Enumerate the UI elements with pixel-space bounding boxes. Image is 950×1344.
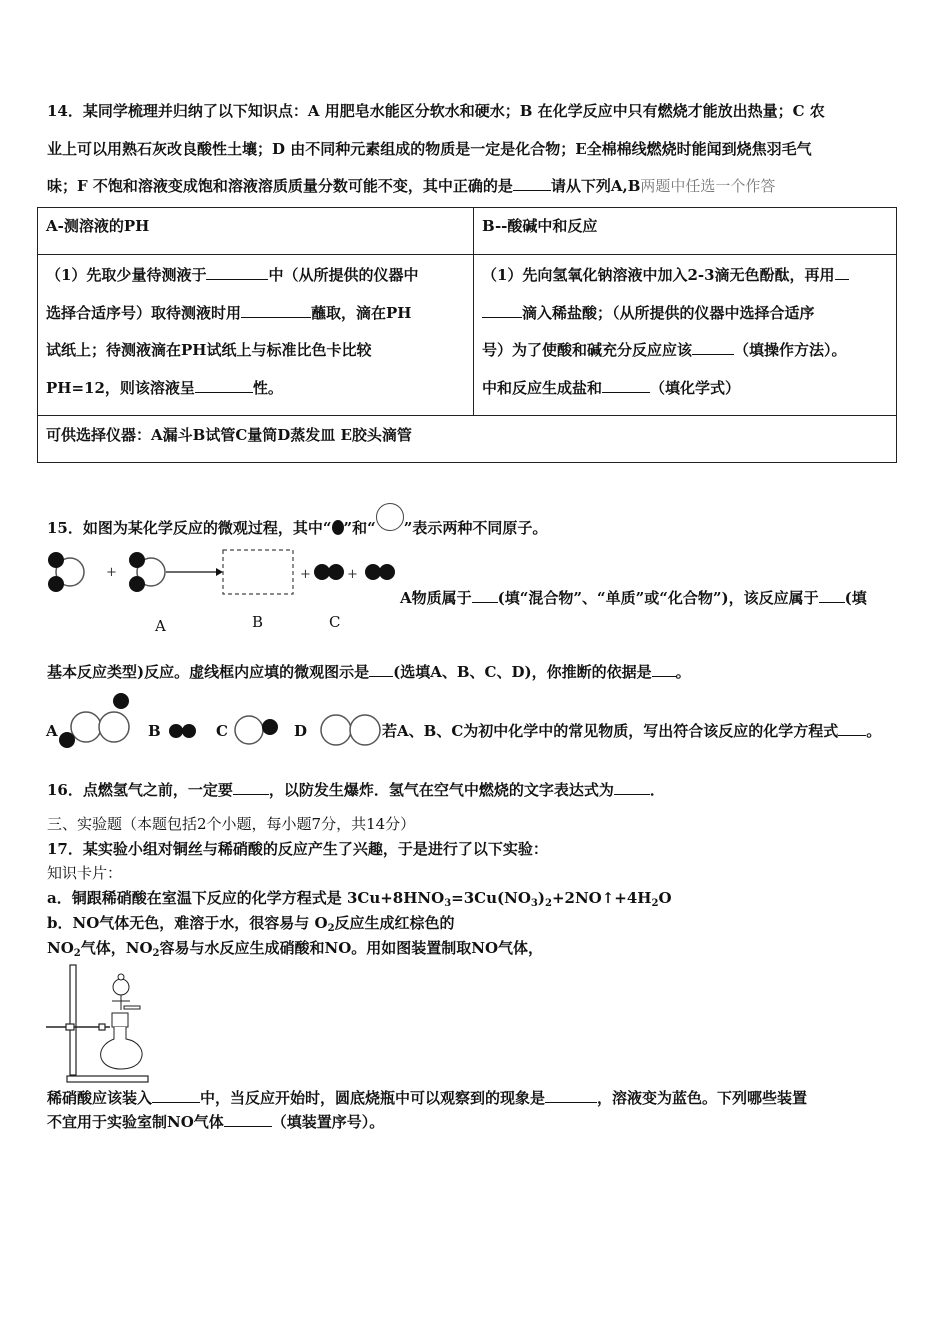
q14-choose-text-gray: 两题中任选一个作答 (640, 177, 776, 195)
answer-blank[interactable] (819, 588, 845, 603)
svg-text:+: + (300, 567, 311, 582)
reaction-diagram (40, 540, 460, 640)
q14-line-3 (47, 176, 775, 196)
q17-fill-1: 稀硝酸应该装入 中，当反应开始时，圆底烧瓶中可以观察到的现象是 ，溶液变为蓝色。下列哪些装置 (47, 1089, 808, 1107)
option-a-label: A (46, 722, 58, 740)
answer-blank[interactable] (472, 588, 498, 603)
answer-blank[interactable] (224, 1112, 272, 1127)
answer-blank[interactable] (835, 265, 849, 280)
q17-fill-2: 不宜用于实验室制NO气体 （填装置序号）。 (47, 1113, 385, 1131)
answer-blank[interactable] (369, 662, 393, 677)
molecule-a1-icon (48, 552, 84, 592)
section-3-title: 三、实验题（本题包括2个小题，每小题7分，共14分） (47, 815, 416, 833)
answer-blank[interactable] (513, 176, 551, 191)
answer-blank[interactable] (545, 1088, 597, 1103)
knowledge-a: a．铜跟稀硝酸在室温下反应的化学方程式是 $3Cu+8HNO_3=3Cu(NO_3)_2+2NO↑+4H_2O$ (47, 889, 672, 909)
q15-text-2: 基本反应类型)反应。虚线框内应填的微观图示是 (选填A、B、C、D)，你推断的依据是 。 (47, 663, 691, 681)
svg-text:B: B (148, 722, 161, 740)
black-atom-icon (332, 520, 344, 535)
dashed-box (223, 550, 293, 594)
col-a-body: （1）先取少量待测液于 中（从所提供的仪器中 选择合适序号）取待测液时用 蘸取，滴在PH 试纸上；待测液滴在PH试纸上与标准比色卡比较 PH=12，则该溶液呈 性。 (38, 255, 474, 416)
molecule-c1-icon (314, 564, 344, 580)
col-b-body: （1）先向氢氧化钠溶液中加入2-3滴无色酚酞，再用 滴入稀盐酸；（从所提供的仪器中选择合适序 号）为了使酸和碱充分反应应该 （填操作方法）。 中和反应生成盐和 （填化学式） (474, 255, 897, 416)
col-b-header: B--酸碱中和反应 (474, 208, 897, 255)
q14-line-3-text: 味；F 不饱和溶液变成饱和溶液溶质质量分数可能不变，其中正确的是 (47, 177, 513, 195)
molecule-c2-icon (365, 564, 395, 580)
answer-blank[interactable] (233, 780, 269, 795)
label-b: B (252, 613, 264, 631)
answer-blank[interactable] (195, 378, 253, 393)
answer-blank[interactable] (602, 378, 650, 393)
col-a-header: A-测溶液的PH (38, 208, 474, 255)
white-atom-icon (376, 503, 404, 531)
svg-text:+: + (347, 567, 358, 582)
label-a: A (155, 617, 166, 635)
q14-line-1: 14．某同学梳理并归纳了以下知识点：A 用肥皂水能区分软水和硬水；B 在化学反应中只有燃烧才能放出热量；C 农 (47, 102, 825, 120)
option-d-molecule-icon (321, 715, 380, 745)
svg-text:D: D (294, 722, 308, 740)
flask-icon (101, 974, 142, 1069)
svg-text:+: + (106, 565, 117, 580)
q14-line-2: 业上可以用熟石灰改良酸性土壤；D 由不同种元素组成的物质是一定是化合物；E全棉棉线燃烧时能闻到烧焦羽毛气 (47, 140, 812, 158)
answer-blank[interactable] (152, 1088, 200, 1103)
answer-blank[interactable] (241, 303, 311, 318)
answer-blank[interactable] (838, 721, 866, 736)
option-b-molecule-icon (169, 724, 196, 738)
answer-blank[interactable] (614, 780, 650, 795)
knowledge-b: b．NO气体无色，难溶于水，很容易与 $O_2$反应生成红棕色的 (47, 914, 455, 934)
option-c-molecule-icon (235, 716, 278, 744)
answer-blank[interactable] (652, 662, 676, 677)
q15-intro: 15．如图为某化学反应的微观过程，其中“ ”和“ ”表示两种不同原子。 (47, 503, 547, 538)
instrument-list: 可供选择仪器：A漏斗B试管C量筒D蒸发皿 E胶头滴管 (38, 416, 897, 463)
answer-blank[interactable] (206, 265, 268, 280)
apparatus-diagram (40, 965, 180, 1090)
svg-text:C: C (216, 722, 228, 740)
options-table (37, 207, 897, 463)
knowledge-card-title: 知识卡片： (47, 864, 123, 882)
q17-title: 17．某实验小组对铜丝与稀硝酸的反应产生了兴趣，于是进行了以下实验： (47, 840, 548, 858)
molecule-a2-icon (129, 552, 165, 592)
q14-choose-text: 请从下列A,B (550, 177, 641, 195)
knowledge-b-cont: $NO_2$气体，$NO_2$容易与水反应生成硝酸和NO。用如图装置制取NO气体， (47, 939, 544, 959)
q16-text: 16．点燃氢气之前，一定要 ，以防发生爆炸．氢气在空气中燃烧的文字表达式为 ． (47, 781, 665, 799)
q15-text-1: A物质属于 (填“混合物”、“单质”或“化合物”)，该反应属于 (填 (400, 589, 867, 607)
option-diagrams (40, 692, 400, 752)
q15-text-3: 若A、B、C为初中化学中的常见物质，写出符合该反应的化学方程式 。 (382, 722, 882, 740)
answer-blank[interactable] (482, 303, 522, 318)
answer-blank[interactable] (692, 340, 734, 355)
label-c: C (329, 613, 341, 631)
option-a-molecule-icon (59, 693, 129, 748)
